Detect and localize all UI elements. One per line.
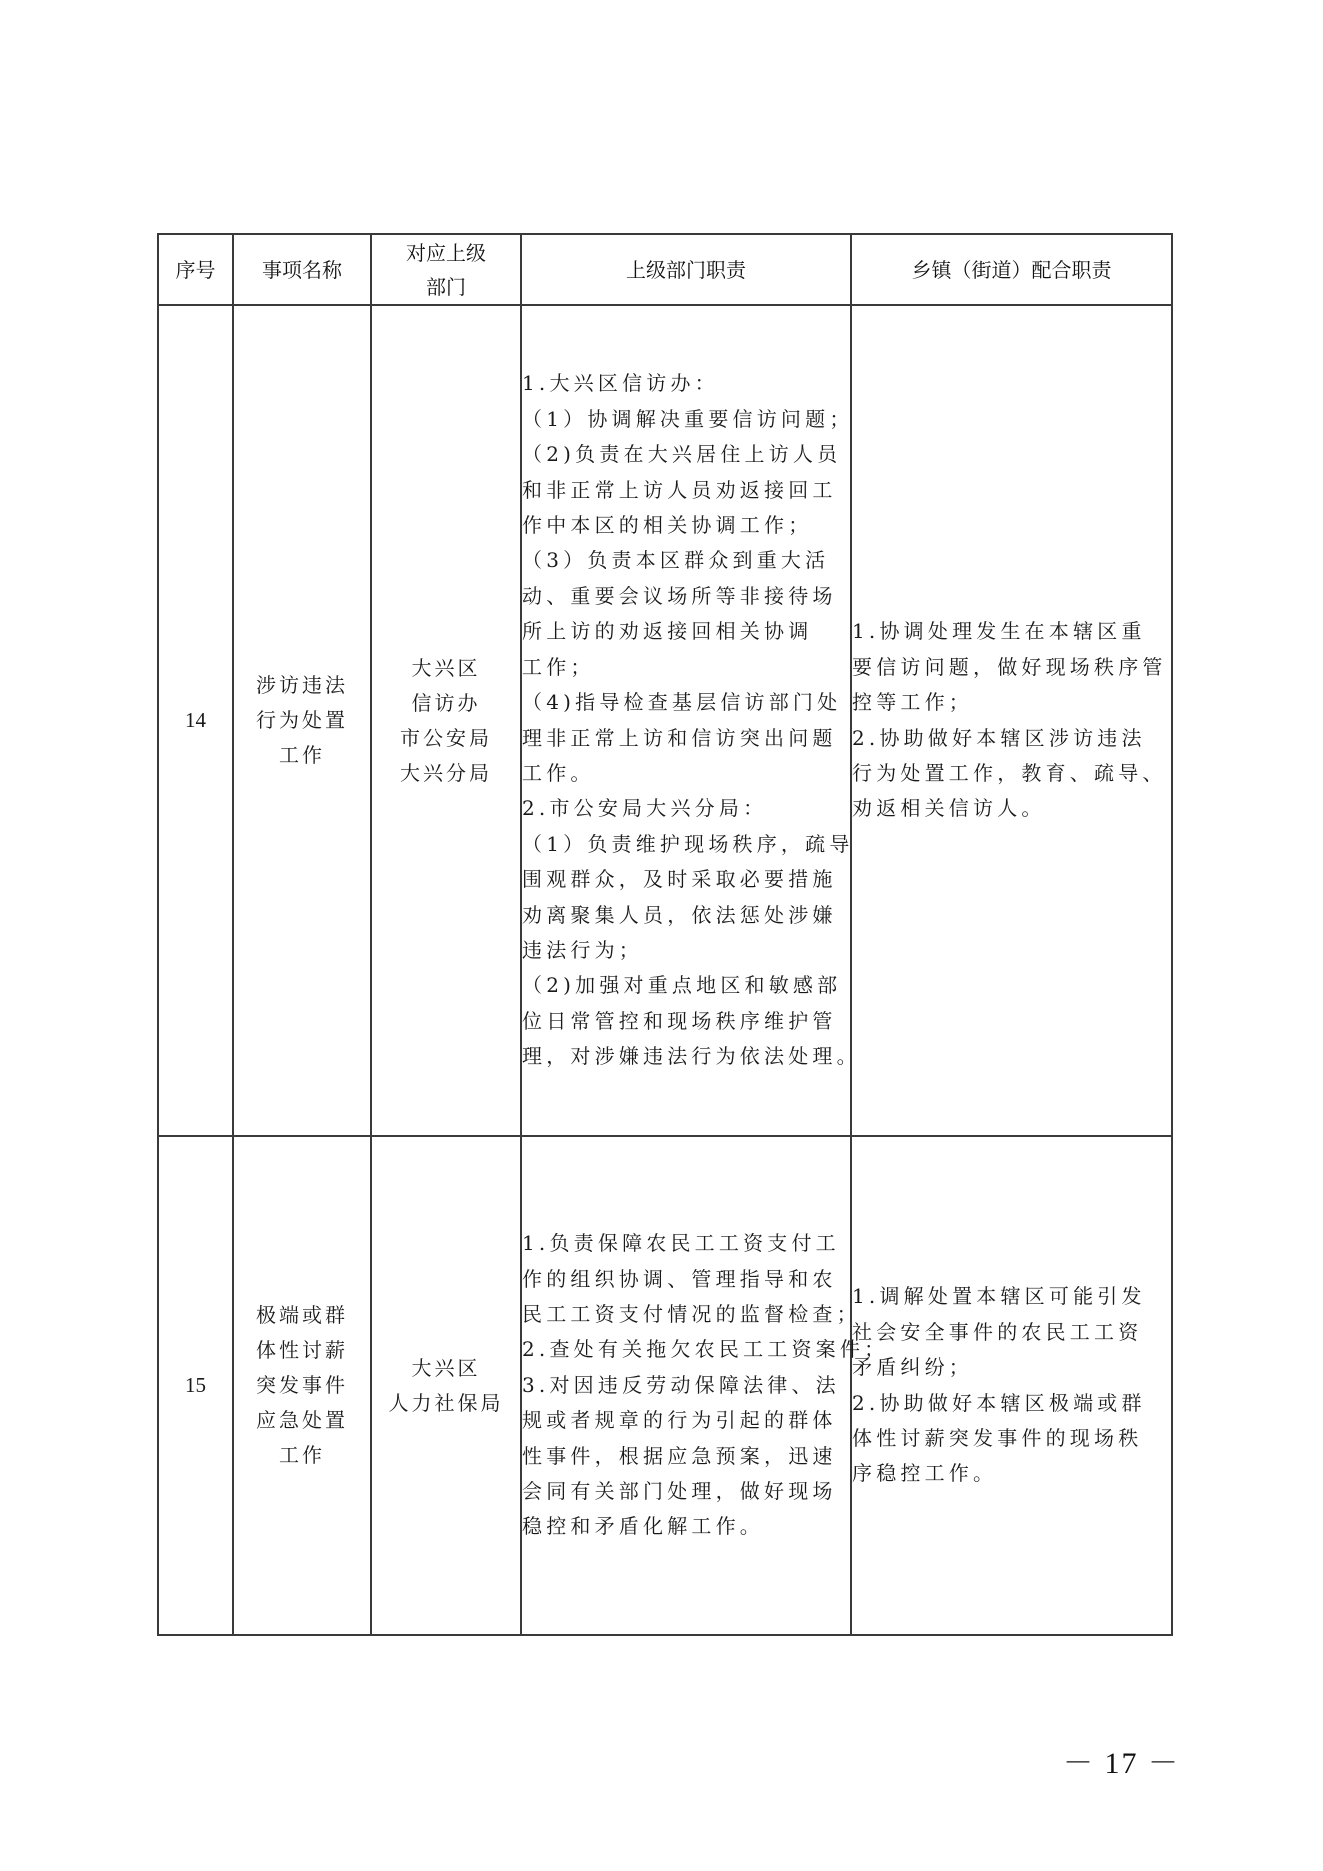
item-name-cell (233, 305, 371, 1136)
text-line: 位日常管控和现场秩序维护管 (522, 1008, 837, 1033)
text-line: 大兴区 (411, 1355, 481, 1380)
text-line: 体性讨薪突发事件的现场秩 (852, 1425, 1143, 1450)
text-line: 行为处置 (256, 708, 348, 732)
header-line: 部门 (426, 274, 466, 299)
table-header-row (158, 234, 1172, 305)
header-township-duties: 乡镇（街道）配合职责 (851, 234, 1172, 305)
text-line: 序稳控工作。 (852, 1461, 998, 1486)
text-line: （1）协调解决重要信访问题； (522, 406, 854, 431)
row-number: 15 (158, 1136, 233, 1635)
text-line: 1.调解处置本辖区可能引发 (852, 1284, 1146, 1309)
table-row (158, 1136, 1172, 1635)
text-line: 和非正常上访人员劝返接回工 (522, 477, 837, 502)
text-line: 1.负责保障农民工工资支付工 (522, 1231, 840, 1256)
text-line: 1.协调处理发生在本辖区重 (852, 619, 1146, 644)
item-name-cell (233, 1136, 371, 1635)
text-line: 社会安全事件的农民工工资 (852, 1319, 1143, 1344)
text-line: 大兴区 (411, 655, 481, 680)
header-upper-department (371, 234, 521, 305)
text-line: 2.协助做好本辖区极端或群 (852, 1390, 1146, 1415)
text-line: 2.市公安局大兴分局： (522, 796, 768, 821)
department-cell (371, 305, 521, 1136)
text-line: 工作； (522, 654, 595, 679)
text-line: 1.大兴区信访办： (522, 371, 719, 396)
text-line: 2.协助做好本辖区涉访违法 (852, 725, 1146, 750)
text-line: 涉访违法 (256, 673, 348, 697)
text-line: 规或者规章的行为引起的群体 (522, 1408, 837, 1433)
header-serial-number: 序号 (158, 234, 233, 305)
text-line: 稳控和矛盾化解工作。 (522, 1514, 764, 1539)
upper-duties-cell (521, 305, 861, 1136)
text-line: 3.对因违反劳动保障法律、法 (522, 1372, 840, 1397)
text-line: 围观群众，及时采取必要措施 (522, 867, 837, 892)
text-line: 工作 (279, 743, 325, 767)
text-line: 民工工资支付情况的监督检查； (522, 1301, 861, 1326)
text-line: 作的组织协调、管理指导和农 (522, 1266, 837, 1291)
text-line: 矛盾纠纷； (852, 1355, 973, 1380)
text-line: 劝返相关信访人。 (852, 796, 1046, 821)
text-line: 会同有关部门处理，做好现场 (522, 1479, 837, 1504)
text-line: 极端或群 (256, 1303, 348, 1327)
text-line: 行为处置工作，教育、疏导、 (852, 760, 1167, 785)
department-cell (371, 1136, 521, 1635)
text-line: 人力社保局 (388, 1390, 504, 1415)
text-line: 所上访的劝返接回相关协调 (522, 619, 813, 644)
header-item-name: 事项名称 (233, 234, 371, 305)
text-line: 劝离聚集人员，依法惩处涉嫌 (522, 902, 837, 927)
text-line: 应急处置 (256, 1408, 348, 1432)
upper-duties-cell (521, 1136, 889, 1635)
row-number: 14 (158, 305, 233, 1136)
township-duties-cell (851, 1136, 1172, 1635)
text-line: （1）负责维护现场秩序，疏导 (522, 831, 854, 856)
text-line: 违法行为； (522, 937, 643, 962)
text-line: 理非正常上访和信访突出问题 (522, 725, 837, 750)
text-line: （2)加强对重点地区和敏感部 (522, 973, 842, 998)
page-number: － 17 － (1063, 1747, 1180, 1780)
text-line: 信访办 (411, 690, 481, 715)
township-duties-cell (851, 305, 1172, 1136)
text-line: 工作。 (522, 760, 595, 785)
text-line: 2.查处有关拖欠农民工工资案件； (522, 1337, 889, 1362)
text-line: 突发事件 (256, 1373, 348, 1397)
text-line: 作中本区的相关协调工作； (522, 513, 813, 538)
text-line: 市公安局 (400, 725, 492, 750)
text-line: 体性讨薪 (256, 1338, 348, 1362)
text-line: 理，对涉嫌违法行为依法处理。 (522, 1044, 861, 1069)
table-row (158, 305, 1172, 1136)
text-line: 性事件，根据应急预案，迅速 (522, 1443, 837, 1468)
header-upper-duties: 上级部门职责 (521, 234, 851, 305)
text-line: 要信访问题，做好现场秩序管 (852, 654, 1167, 679)
text-line: 工作 (279, 1443, 325, 1467)
duty-table (157, 233, 1173, 1636)
text-line: 大兴分局 (400, 760, 492, 785)
text-line: （2)负责在大兴居住上访人员 (522, 442, 842, 467)
text-line: 动、重要会议场所等非接待场 (522, 583, 837, 608)
text-line: （4)指导检查基层信访部门处 (522, 690, 842, 715)
header-line: 对应上级 (406, 240, 486, 265)
text-line: 控等工作； (852, 690, 973, 715)
text-line: （3）负责本区群众到重大活 (522, 548, 830, 573)
